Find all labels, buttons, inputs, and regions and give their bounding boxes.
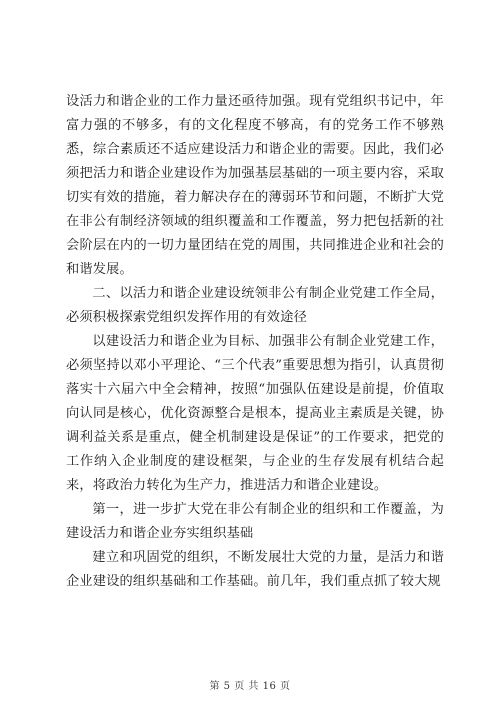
subsection-heading-first: 第一，进一步扩大党在非公有制企业的组织和工作覆盖，为建设活力和谐企业夯实组织基础 (66, 502, 444, 541)
page-number-footer: 第 5 页 共 16 页 (209, 681, 291, 692)
body-paragraph-continued: 设活力和谐企业的工作力量还亟待加强。现有党组织书记中，年富力强的不够多，有的文化程度不够高，有的党务工作不够熟悉，综合素质还不适应建设活力和谐企业的需要。因此，我们必须把活力和谐企业建设作为加强基层基础的一项主要内容，采取切实有效的措施，着力解决存在的薄弱环节和问题，不断扩大党在非公有制经济领域的组织覆盖和工作覆盖，努力把包括新的社会阶层在内的一切力量团结在党的周围，共同推进企业和社会的和谐发展。 (66, 94, 444, 277)
body-paragraph: 以建设活力和谐企业为目标、加强非公有制企业党建工作，必须坚持以邓小平理论、“三个代表”重要思想为指引，认真贯彻落实十六届六中全会精神，按照“加强队伍建设是前提，价值取向认同是核心，优化资源整合是根本，提高业主素质是关键，协调利益关系是重点，健全机制建设是保证”的工作要求，把党的工作纳入企业制度的建设框架，与企业的生存发展有机结合起来，将政治力转化为生产力，推进活力和谐企业建设。 (66, 334, 444, 493)
section-heading-two: 二、以活力和谐企业建设统领非公有制企业党建工作全局，必须积极探索党组织发挥作用的有效途径 (66, 286, 444, 325)
document-body (66, 90, 444, 594)
body-paragraph: 建立和巩固党的组织，不断发展壮大党的力量，是活力和谐企业建设的组织基础和工作基础。前几年，我们重点抓了较大规 (66, 550, 444, 589)
